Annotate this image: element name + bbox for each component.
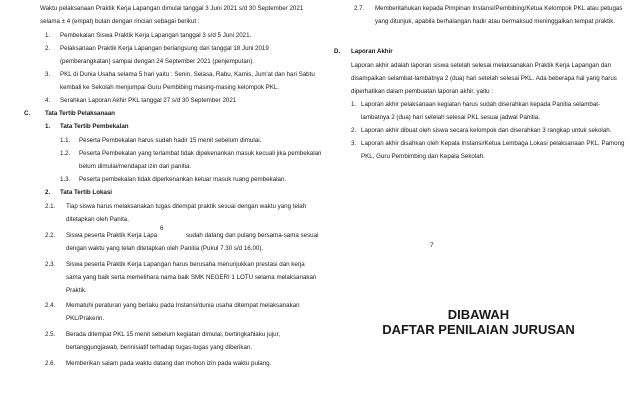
item-text: Mematuhi peraturan yang berlaku pada Instansi/dunia usaha ditempat melaksanakan xyxy=(66,302,300,309)
closing-heading-line-2: DAFTAR PENILAIAN JURUSAN xyxy=(382,322,575,337)
item-number: 2.7. xyxy=(354,5,365,12)
page-number: 7 xyxy=(430,242,434,249)
item-number: 1. xyxy=(351,101,357,108)
item-number: 2.2. xyxy=(45,232,56,239)
intro-line-1: Waktu pelaksanaan Praktik Kerja Lapangan dimulai tanggal 3 Juni 2021 s/d 30 September 2021 xyxy=(40,5,304,12)
section-title: Laporan Akhir xyxy=(351,48,393,55)
item-text: yang ditunjuk, apabila berhalangan hadir atau bermaksud meninggalkan tempat praktik. xyxy=(375,18,616,25)
item-number: 2.5. xyxy=(45,331,56,338)
item-text: Laporan akhir dibuat oleh siswa secara kelompok dan diserahkan 3 rangkap untuk sekolah. xyxy=(361,127,612,134)
intro-line-2: selama ± 4 (empat) bulan dengan rincian sebagai berikut : xyxy=(40,18,200,25)
item-text: Pembekalan Siswa Praktik Kerja Lapangan tanggal 3 s/d 5 Juni 2021. xyxy=(60,32,252,39)
item-number: 2.1. xyxy=(45,203,56,210)
item-text: ditetapkan oleh Panita. xyxy=(66,216,129,223)
item-text: PKL/Prakerin. xyxy=(66,315,105,322)
item-text: Siswa peserta Praktik Kerja Lapangan harus berusaha menunjukkan prestasi dan kerja xyxy=(66,261,305,268)
item-text: Tiap siswa harus melaksanakan tugas ditempat praktik sesuai dengan waktu yang telah xyxy=(66,203,307,210)
closing-heading-line-1: DIBAWAH xyxy=(447,307,510,322)
item-text: PKL di Dunia Usaha selama 5 hari yaitu : Senin, Selasa, Rabu, Kamis, Jum'at dan hari Sabtu xyxy=(60,71,315,78)
item-text: Laporan akhir pelaksanaan kegiatan harus sudah diserahkan kepada Panitia selambat- xyxy=(361,101,601,108)
item-text: Peserta Pembekalan harus sudah hadir 15 menit sebelum dimulai. xyxy=(79,137,262,144)
item-text: Memberitahukan kepada Pimpinan Instansi/Pembibing/Ketua Kelompok PKL atau petugas xyxy=(375,5,623,12)
paragraph-line: disampaikan selambat-lambatnya 2 (dua) hari setelah selesai PKL. Ada beberapa hal yang harus xyxy=(351,75,617,82)
item-text: Peserta Pembekalan yang terlambat tidak dipekenankan masuk kecuali jika pembekalan xyxy=(79,150,322,157)
item-number: 2. xyxy=(351,127,357,134)
page-number: 6 xyxy=(160,225,164,232)
item-number: 1. xyxy=(45,32,51,39)
item-text: Serahkan Laporan Akhir PKL tanggal 27 s/d 30 September 2021 xyxy=(60,97,237,104)
section-title: Tata Tertib Pelaksanaan xyxy=(45,110,115,117)
item-number: 2.3. xyxy=(45,261,56,268)
item-number: 1.2. xyxy=(60,150,71,157)
item-text: Praktik. xyxy=(66,287,87,294)
section-letter: C. xyxy=(24,110,31,117)
item-text: lambatnya 2 (dua) hari setelah selesai PKL sesuai jadwal Panitia. xyxy=(361,114,540,121)
item-text: PKL, Guru Pembimbing dan Kepala Sekolah. xyxy=(361,153,485,160)
subsection-number: 2. xyxy=(45,189,51,196)
item-text: (pemberangkatan) sampai dengan 24 September 2021 (penjemputan). xyxy=(60,58,254,65)
paragraph-line: diperhatikan dalam pembuatan laporan akhir, yaitu : xyxy=(351,88,494,95)
item-number: 2.4. xyxy=(45,302,56,309)
item-text: Berada ditempat PKL 15 menit sebelum kegiatan dimulai, bertingkahlaku jujur, xyxy=(66,331,281,338)
subsection-number: 1. xyxy=(45,123,51,130)
item-text: dengan waktu yang telah ditetapkan oleh Panitia (Pukul 7.30 s/d 16.00). xyxy=(66,245,264,252)
item-text: belum dimulai/mendapat izin dari panitia. xyxy=(79,163,192,170)
item-text: bertanggungjawab, berinisiatif terhadap tugas-tugas yang diberikan. xyxy=(66,344,253,351)
item-text: kembali ke Sekolah menjumpai Guru Pembibing masing-masing kelompok PKL. xyxy=(60,84,280,91)
item-text: Siswa peserta Praktik Kerja Lapa xyxy=(66,232,158,239)
item-number: 1.1. xyxy=(60,137,71,144)
paragraph-line: Laporan akhir adalah laporan siswa setelah selesai melaksanakan Praktik Kerja Lapangan dan xyxy=(351,62,612,69)
item-text: Memberikan salam pada waktu datang dan mohon izin pada waktu pulang. xyxy=(66,360,272,367)
item-number: 4. xyxy=(45,97,51,104)
item-text: sama yang baik serta memelihara nama baik SMK NEGERI 1 LOTU selama melaksanakan xyxy=(66,274,317,281)
item-text: Laporan akhir disahkan oleh Kepala Instansi/Ketua Lembaga Lokasi pelaksanaan PKL, Pamong xyxy=(361,140,625,147)
item-number: 3. xyxy=(351,140,357,147)
section-letter: D. xyxy=(334,48,341,55)
item-number: 2. xyxy=(45,45,51,52)
item-number: 3. xyxy=(45,71,51,78)
item-text: Peserta pembekalan tidak diperkenankan keluar masuk ruang pembekalan. xyxy=(79,176,287,183)
item-number: 1.3. xyxy=(60,176,71,183)
subsection-title: Tata Tertib Pembekalan xyxy=(60,123,129,130)
item-text: sudah datang dan pulang bersama-sama sesuai xyxy=(186,232,319,239)
item-text: Pelaksanaan Praktik Kerja Lapangan berlangsung dari tanggal 18 Juni 2019 xyxy=(60,45,269,52)
item-number: 2.6. xyxy=(45,360,56,367)
subsection-title: Tata Tertib Lokasi xyxy=(60,189,113,196)
